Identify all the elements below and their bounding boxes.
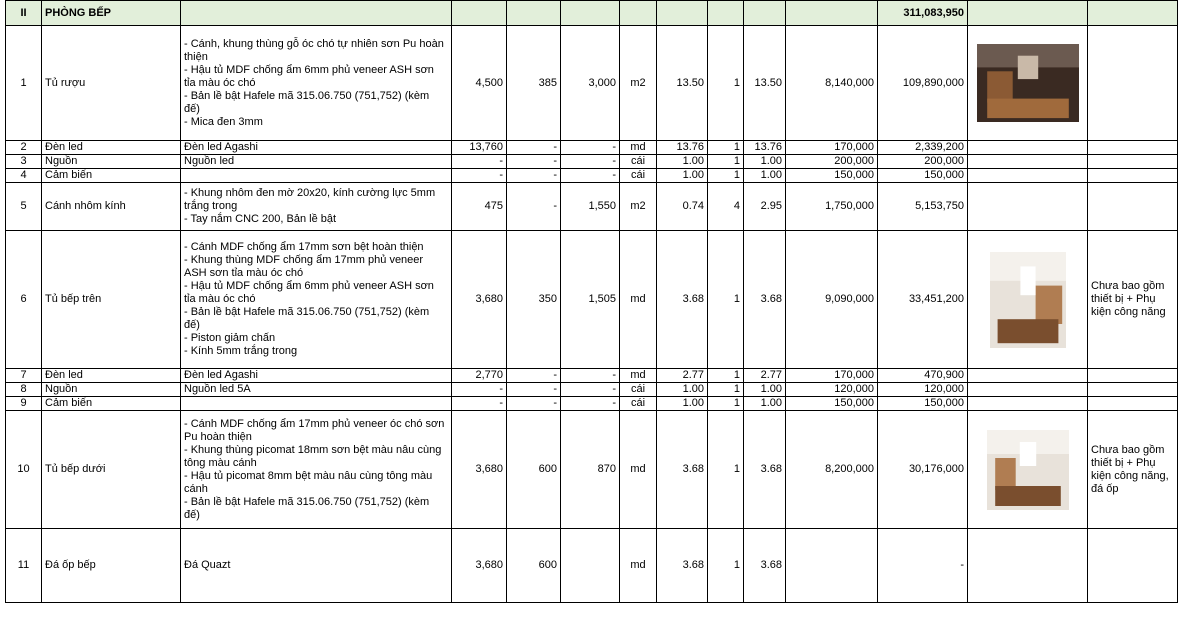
item-total-quantity: 1.00 [744, 383, 786, 397]
item-depth: - [507, 155, 561, 169]
item-number: 3 [6, 155, 42, 169]
item-name: Nguồn [42, 155, 181, 169]
item-unit: m2 [620, 26, 657, 141]
table-row [6, 529, 1178, 603]
item-quantity: 1.00 [657, 397, 708, 411]
item-unit-price: 8,140,000 [786, 26, 878, 141]
item-description [181, 397, 452, 411]
item-length: 4,500 [452, 26, 507, 141]
item-note: Chưa bao gồm thiết bị + Phụ kiện công năng, đá ốp [1088, 411, 1178, 529]
section-row [6, 1, 1178, 26]
item-note [1088, 383, 1178, 397]
item-total-quantity: 2.95 [744, 183, 786, 231]
item-length: 475 [452, 183, 507, 231]
item-unit: cái [620, 169, 657, 183]
item-depth: - [507, 141, 561, 155]
item-number: 8 [6, 383, 42, 397]
item-amount: - [878, 529, 968, 603]
item-total-quantity: 1.00 [744, 397, 786, 411]
item-unit-price: 170,000 [786, 141, 878, 155]
item-total-quantity: 2.77 [744, 369, 786, 383]
item-height [561, 529, 620, 603]
item-image-cell [968, 529, 1088, 603]
item-note [1088, 529, 1178, 603]
item-quantity: 1.00 [657, 383, 708, 397]
item-amount: 470,900 [878, 369, 968, 383]
item-number: 9 [6, 397, 42, 411]
item-length: - [452, 169, 507, 183]
item-count: 1 [708, 231, 744, 369]
item-description: Nguồn led [181, 155, 452, 169]
table-row [6, 26, 1178, 141]
item-name: Tủ bếp dưới [42, 411, 181, 529]
item-unit-price: 150,000 [786, 397, 878, 411]
item-image-cell [968, 183, 1088, 231]
item-amount: 5,153,750 [878, 183, 968, 231]
item-count: 1 [708, 383, 744, 397]
item-note [1088, 141, 1178, 155]
item-length: 3,680 [452, 411, 507, 529]
item-quantity: 3.68 [657, 529, 708, 603]
table-row [6, 169, 1178, 183]
item-number: 11 [6, 529, 42, 603]
item-name: Cảm biến [42, 397, 181, 411]
item-height: - [561, 141, 620, 155]
item-quantity: 13.76 [657, 141, 708, 155]
table-row [6, 231, 1178, 369]
item-number: 2 [6, 141, 42, 155]
item-total-quantity: 1.00 [744, 155, 786, 169]
item-name: Cánh nhôm kính [42, 183, 181, 231]
item-quantity: 0.74 [657, 183, 708, 231]
item-description: Đèn led Agashi [181, 369, 452, 383]
item-image-cell [968, 383, 1088, 397]
item-name: Đèn led [42, 369, 181, 383]
item-height: 1,505 [561, 231, 620, 369]
table-row [6, 183, 1178, 231]
item-unit-price: 170,000 [786, 369, 878, 383]
item-length: - [452, 155, 507, 169]
item-description: Đèn led Agashi [181, 141, 452, 155]
item-image-cell [968, 231, 1088, 369]
item-quantity: 13.50 [657, 26, 708, 141]
item-total-quantity: 1.00 [744, 169, 786, 183]
item-unit: md [620, 231, 657, 369]
item-count: 1 [708, 169, 744, 183]
item-image-cell [968, 169, 1088, 183]
item-note [1088, 155, 1178, 169]
item-amount: 200,000 [878, 155, 968, 169]
item-unit: cái [620, 383, 657, 397]
table-row [6, 411, 1178, 529]
item-count: 1 [708, 26, 744, 141]
item-count: 1 [708, 411, 744, 529]
item-count: 1 [708, 141, 744, 155]
item-number: 6 [6, 231, 42, 369]
item-name: Nguồn [42, 383, 181, 397]
item-unit-price: 150,000 [786, 169, 878, 183]
item-unit: m2 [620, 183, 657, 231]
table-row [6, 155, 1178, 169]
item-image-cell [968, 26, 1088, 141]
item-height: - [561, 397, 620, 411]
item-note [1088, 169, 1178, 183]
item-number: 1 [6, 26, 42, 141]
item-height: - [561, 169, 620, 183]
item-unit-price: 9,090,000 [786, 231, 878, 369]
item-count: 1 [708, 155, 744, 169]
item-count: 1 [708, 529, 744, 603]
item-description: - Cánh MDF chống ẩm 17mm sơn bệt hoàn thiện - Khung thùng MDF chống ẩm 17mm phủ veneer ASH sơn tỉa màu óc chó - Hậu tủ MDF chống ẩm 6mm phủ veneer ASH sơn tỉa màu óc chó - Bản lề bật Hafele mã 315.06.750 (751,752) (kèm đế) - Piston giảm chấn - Kính 5mm trắng trong [181, 231, 452, 369]
item-depth: 600 [507, 411, 561, 529]
item-height: - [561, 383, 620, 397]
item-name: Đèn led [42, 141, 181, 155]
item-note [1088, 26, 1178, 141]
item-height: 1,550 [561, 183, 620, 231]
item-note [1088, 183, 1178, 231]
item-quantity: 1.00 [657, 155, 708, 169]
item-amount: 120,000 [878, 383, 968, 397]
item-unit-price [786, 529, 878, 603]
item-unit: md [620, 529, 657, 603]
item-length: 3,680 [452, 529, 507, 603]
item-note [1088, 397, 1178, 411]
item-length: - [452, 383, 507, 397]
item-image-cell [968, 155, 1088, 169]
item-image-cell [968, 397, 1088, 411]
item-unit: md [620, 411, 657, 529]
item-quantity: 1.00 [657, 169, 708, 183]
item-number: 4 [6, 169, 42, 183]
product-photo-icon [987, 430, 1069, 510]
quotation-table [5, 0, 1178, 603]
product-photo-icon [977, 44, 1079, 122]
item-description: - Cánh MDF chống ẩm 17mm phủ veneer óc chó sơn Pu hoàn thiện - Khung thùng picomat 18mm sơn bệt màu nâu cùng tông màu cánh - Hậu tủ picomat 8mm bệt màu nâu cùng tông màu cánh - Bản lề bật Hafele mã 315.06.750 (751,752) (kèm đế) [181, 411, 452, 529]
table-row [6, 397, 1178, 411]
item-number: 5 [6, 183, 42, 231]
item-depth: - [507, 369, 561, 383]
item-quantity: 3.68 [657, 231, 708, 369]
table-row [6, 383, 1178, 397]
table-row [6, 369, 1178, 383]
item-count: 1 [708, 397, 744, 411]
item-total-quantity: 3.68 [744, 411, 786, 529]
product-photo-icon [990, 252, 1066, 348]
item-unit: md [620, 141, 657, 155]
item-depth: - [507, 383, 561, 397]
section-title: PHÒNG BẾP [42, 1, 181, 26]
item-number: 7 [6, 369, 42, 383]
item-description: Đá Quazt [181, 529, 452, 603]
item-name: Cảm biến [42, 169, 181, 183]
item-image-cell [968, 411, 1088, 529]
item-depth: 350 [507, 231, 561, 369]
item-amount: 109,890,000 [878, 26, 968, 141]
item-description: - Cánh, khung thùng gỗ óc chó tự nhiên sơn Pu hoàn thiện - Hậu tủ MDF chống ẩm 6mm phủ veneer ASH sơn tỉa màu óc chó - Bản lề bật Hafele mã 315.06.750 (751,752) (kèm đế) - Mica đen 3mm [181, 26, 452, 141]
item-count: 1 [708, 369, 744, 383]
item-height: 3,000 [561, 26, 620, 141]
item-number: 10 [6, 411, 42, 529]
item-amount: 2,339,200 [878, 141, 968, 155]
section-code: II [6, 1, 42, 26]
item-amount: 150,000 [878, 397, 968, 411]
item-amount: 30,176,000 [878, 411, 968, 529]
item-length: - [452, 397, 507, 411]
item-image-cell [968, 369, 1088, 383]
table-row [6, 141, 1178, 155]
item-description: - Khung nhôm đen mờ 20x20, kính cường lực 5mm trắng trong - Tay nắm CNC 200, Bản lề bật [181, 183, 452, 231]
item-count: 4 [708, 183, 744, 231]
item-depth: 385 [507, 26, 561, 141]
item-description: Nguồn led 5A [181, 383, 452, 397]
item-amount: 150,000 [878, 169, 968, 183]
item-unit-price: 8,200,000 [786, 411, 878, 529]
item-height: - [561, 369, 620, 383]
section-total: 311,083,950 [878, 1, 968, 26]
item-depth: - [507, 397, 561, 411]
item-length: 13,760 [452, 141, 507, 155]
item-quantity: 2.77 [657, 369, 708, 383]
item-total-quantity: 13.76 [744, 141, 786, 155]
item-name: Tủ rượu [42, 26, 181, 141]
item-name: Tủ bếp trên [42, 231, 181, 369]
item-depth: - [507, 183, 561, 231]
item-length: 2,770 [452, 369, 507, 383]
item-image-cell [968, 141, 1088, 155]
item-height: - [561, 155, 620, 169]
item-amount: 33,451,200 [878, 231, 968, 369]
item-note [1088, 369, 1178, 383]
item-total-quantity: 3.68 [744, 529, 786, 603]
item-total-quantity: 3.68 [744, 231, 786, 369]
item-unit: cái [620, 397, 657, 411]
item-name: Đá ốp bếp [42, 529, 181, 603]
item-height: 870 [561, 411, 620, 529]
item-unit-price: 120,000 [786, 383, 878, 397]
item-unit: cái [620, 155, 657, 169]
item-depth: 600 [507, 529, 561, 603]
item-length: 3,680 [452, 231, 507, 369]
item-unit-price: 200,000 [786, 155, 878, 169]
item-depth: - [507, 169, 561, 183]
item-unit: md [620, 369, 657, 383]
item-unit-price: 1,750,000 [786, 183, 878, 231]
item-description [181, 169, 452, 183]
item-total-quantity: 13.50 [744, 26, 786, 141]
item-note: Chưa bao gồm thiết bị + Phụ kiện công năng [1088, 231, 1178, 369]
item-quantity: 3.68 [657, 411, 708, 529]
